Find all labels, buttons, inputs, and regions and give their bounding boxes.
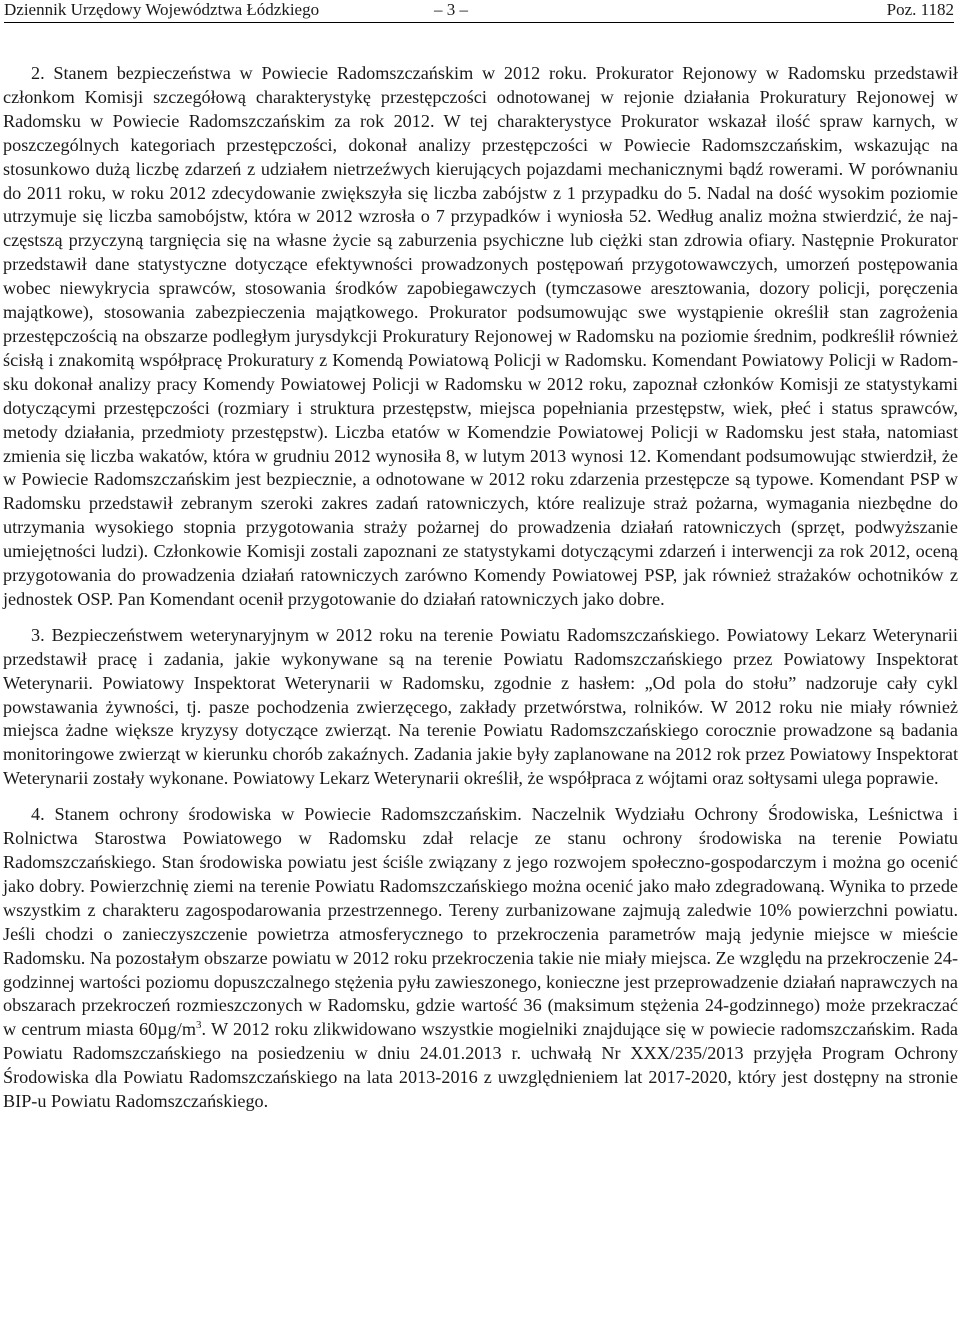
- paragraph-section-2: 2. Stanem bezpieczeństwa w Powiecie Radomszczańskim w 2012 roku. Prokurator Rejonowy w Radomsku przedstawił członkom Komisji szczegółową charakterystykę przestępczości odnotowanej w rejonie działania Prokuratury Rejonowej w Radomsku w Powiecie Radomszczańskim za rok 2012. W tej charakterystyce Prokurator wskazał ilość spraw karnych, w poszczególnych kategoriach przestępczości, dokonał analizy przestępczości w Powiecie Radomszczańskim, wskazując na stosunkowo dużą liczbę zdarzeń z udziałem nietrzeźwych kierujących pojazdami mechanicznymi bądź rowerami. W porównaniu do 2011 roku, w roku 2012 zdecydowanie zwiększyła się liczba zabójstw z 1 przypadku do 5. Nadal na dość wysokim poziomie utrzymuje się liczba samobójstw, która w 2012 wzrosła o 7 przypadków i wyniosła 52. Według analiz można stwierdzić, że najczęstszą przyczyną targnięcia się na własne życie są zaburzenia psychiczne lub ciężki stan zdrowia ofiary. Następnie Prokurator przedstawił dane statystyczne dotyczące efektywności prowadzonych postępowań przygotowawczych, umorzeń postępowania wobec niewykrycia sprawców, stosowania środków zapobiegawczych (tymczasowe aresztowania, dozory policji, poręczenia majątkowe), stosowania zabezpieczenia majątkowego. Prokurator podsumowując swe wystąpienie określił stan zagrożenia przestępczością na obszarze podległym jurysdykcji Prokuratury Rejonowej w Radomsku na poziomie średnim, podkreślił również ścisłą i znakomitą współpracę Prokuratury z Komendą Powiatową Policji w Radomsku. Komendant Powiatowy Policji w Radomsku dokonał analizy pracy Komendy Powiatowej Policji w Radomsku w 2012 roku, zapoznał członków Komisji ze statystykami dotyczącymi przestępczości (rozmiary i struktura przestępstw, miejsca popełniania przestępstw, wiek, płeć i status sprawców, metody działania, przedmioty przestępstw). Liczba etatów w Komendzie Powiatowej Policji w Radomsku jest stała, natomiast zmienia się liczba wakatów, która w grudniu 2012 wynosiła 8, w lutym 2013 wynosi 12. Komendant podsumowując stwierdził, że w Powiecie Radomszczańskim jest bezpiecznie, a odnotowane w 2012 roku zdarzenia przestępcze są typowe. Komendant PSP w Radomsku przedstawił zebranym szeroki zakres zadań ratowniczych, które realizuje straż pożarna, wymagania niezbędne do utrzymania wysokiego stopnia przygotowania straży pożarnej do prowadzenia działań ratowniczych (sprzęt, podwyższanie umiejętności ludzi). Członkowie Komisji zostali zapoznani ze statystykami dotyczącymi zdarzeń i interwencji za rok 2012, oceną przygotowania do prowadzenia działań ratowniczych zarówno Komendy Powiatowej PSP, jak również strażaków ochotników z jednostek OSP. Pan Komendant ocenił przygotowanie do działań ratowniczych jako dobre.: [3, 63, 958, 609]
- journal-title: Dziennik Urzędowy Województwa Łódzkiego: [4, 0, 320, 19]
- paragraph-section-3: 3. Bezpieczeństwem weterynaryjnym w 2012 roku na terenie Powiatu Radomszczańskiego. Powiatowy Lekarz Weterynarii przedstawił pracę i zadania, jakie wykonywane są na terenie Powiatu Radomszczańskiego przez Powiatowy Inspektorat Weterynarii. Powiatowy Inspektorat Weterynarii w Radomsku, zgodnie z hasłem: „Od pola do stołu” nadzoruje cały cykl powstawania żywności, tj. pasze pochodzenia zwierzęcego, zakłady przetwórstwa, rolników. W 2012 roku nie miały również miejsca żadne większe kryzysy dotyczące zwierząt. Na terenie Powiatu Radomszczańskiego corocznie prowadzone są badania monitoringowe zwierząt w kierunku chorób zakaźnych. Zadania jakie były zaplanowane na 2012 rok przez Powiatowy Inspektorat Weterynarii zostały wykonane. Powiatowy Lekarz Weterynarii określił, że współpraca z wójtami oraz sołtysami ulega poprawie.: [3, 624, 958, 789]
- position-number: Poz. 1182: [886, 0, 954, 19]
- superscript-exponent: 3: [195, 1019, 202, 1032]
- page-number: – 3 –: [434, 0, 468, 19]
- page-header: [4, 0, 954, 23]
- paragraph-section-4: [3, 803, 958, 1114]
- paragraph-section-4-text: 4. Stanem ochrony środowiska w Powiecie Radomszczańskim. Naczelnik Wydziału Ochrony Środowiska, Leśnictwa i Rolnictwa Starostwa Powiatowego w Radomsku zdał relacje ze stanu ochrony środowiska na terenie Powiatu Radomszczańskiego. Stan środowiska powiatu jest ściśle związany z jego rozwojem społeczno-gospodarczym i można go ocenić jako dobry. Powierzchnię ziemi na terenie Powiatu Radomszczańskiego można ocenić jako mało zdegradowaną. Wynika to przede wszystkim z charakteru zagospodarowania przestrzennego. Tereny zurbanizowane zajmują zaledwie 10% powierzchni powiatu. Jeśli chodzi o zanieczyszczenie powietrza atmosferycznego to przekroczenia parametrów mają jedynie miejsce w mieście Radomsku. Na pozostałym obszarze powiatu w 2012 roku przekroczenia takie nie miały miejsca. Ze względu na przekroczenie 24-godzinnej wartości poziomu dopuszczalnego stężenia pyłu zawieszonego, konieczne jest przeprowadzenie działań naprawczych na obszarach przekroczeń rozmieszczonych w Radomsku, gdzie wartość 36 (maksimum stężenia 24-godzinnego) może przekraczać w centrum miasta 60µg/m: [3, 804, 958, 1040]
- document-body: [3, 62, 958, 1114]
- paragraph-section-4-text-after: . W 2012 roku zlikwidowano wszystkie mogielniki znajdujące się w powiecie radomszczańskim. Rada Powiatu Radomszczańskiego na posiedzeniu w dniu 24.01.2013 r. uchwałą Nr XXX/235/2013 przyjęła Program Ochrony Środowiska dla Powiatu Radomszczańskiego na lata 2013-2016 z uwzględnieniem lat 2017-2020, który jest dostępny na stronie BIP-u Powiatu Radomszczańskiego.: [3, 1019, 958, 1112]
